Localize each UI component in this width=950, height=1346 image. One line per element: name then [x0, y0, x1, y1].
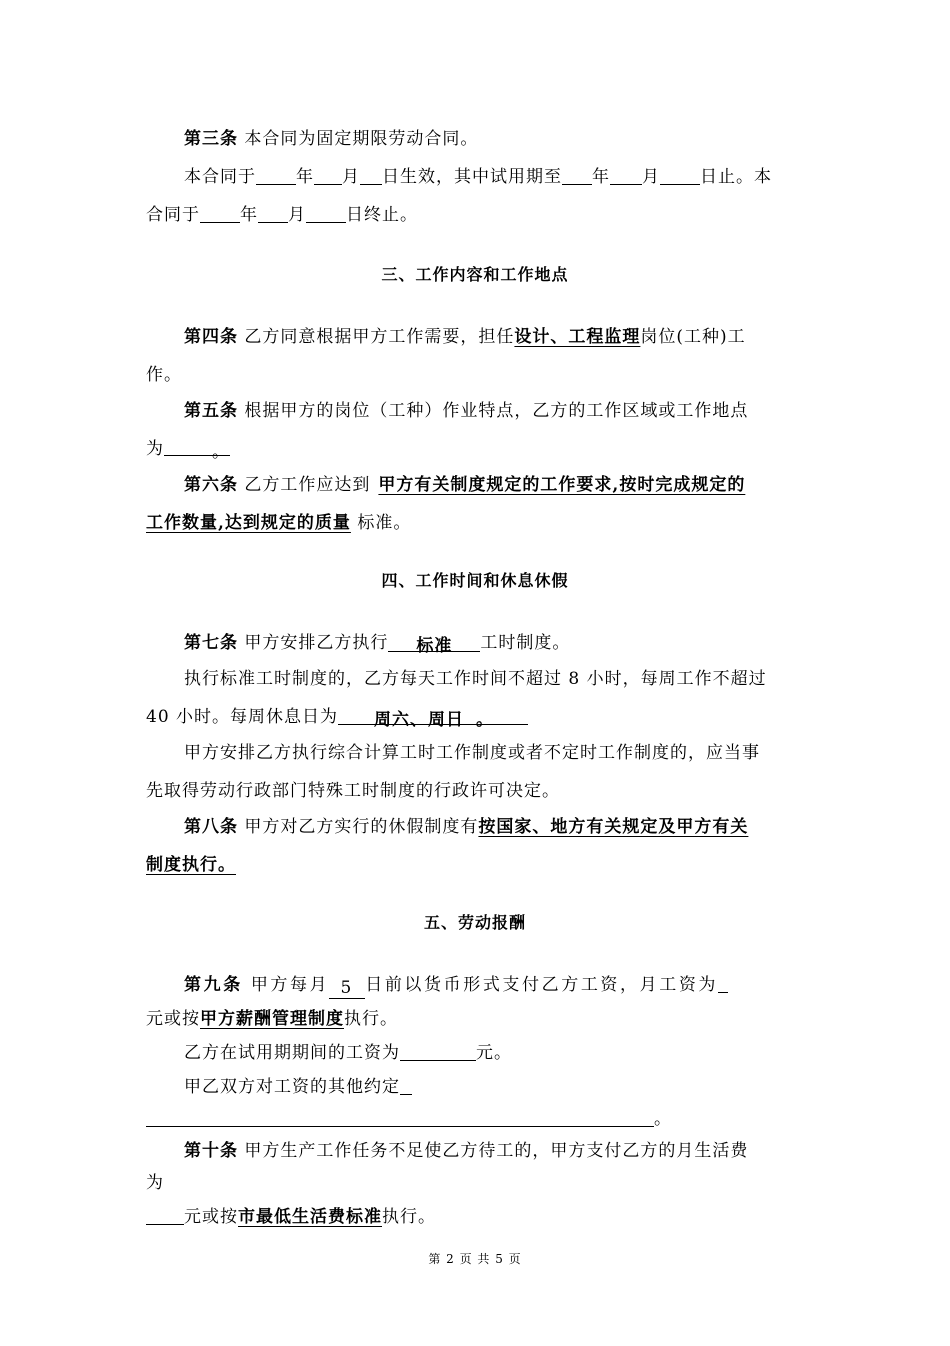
rest-days-end: 。 — [476, 710, 495, 730]
article4-title: 第四条 — [184, 327, 238, 347]
article10-standard: 市最低生活费标准 — [238, 1207, 382, 1227]
article9-other-text: 甲乙双方对工资的其他约定 — [184, 1077, 400, 1097]
terminate-year-blank — [200, 204, 240, 223]
article4-line — [184, 322, 746, 347]
article6-line — [184, 470, 745, 495]
article6-post: 标准。 — [357, 513, 412, 533]
article7-title: 第七条 — [184, 633, 238, 653]
article9-cont-post: 执行。 — [344, 1009, 398, 1029]
terminate-month-blank — [258, 204, 288, 223]
article8-line — [184, 812, 748, 837]
article3-terminate-pre: 合同于 — [146, 205, 200, 225]
article10-title: 第十条 — [184, 1141, 238, 1161]
article8-policy-2: 制度执行。 — [146, 855, 236, 875]
other-terms-line — [146, 1108, 654, 1127]
article10-text: 甲方生产工作任务不足使乙方待工的，甲方支付乙方的月生活费 — [244, 1141, 749, 1161]
article6-pre: 乙方工作应达到 — [244, 475, 371, 495]
article7-pre: 甲方安排乙方执行 — [244, 633, 389, 653]
article9-pre: 甲方每月 — [250, 975, 330, 995]
article9-cont — [146, 1004, 398, 1029]
article3-terminate-end: 日终止。 — [346, 205, 418, 225]
probation-wage-blank — [400, 1042, 476, 1061]
article3-text: 本合同为固定期限劳动合同。 — [244, 129, 479, 149]
section4-heading: 四、工作时间和休息休假 — [381, 571, 569, 590]
article7-std1: 执行标准工时制度的，乙方每天工作时间不超过 8 小时，每周工作不超过 — [184, 669, 767, 689]
article9-policy: 甲方薪酬管理制度 — [200, 1009, 344, 1029]
effective-year-blank — [256, 166, 296, 185]
article9-probation — [184, 1038, 512, 1063]
article9-cont-pre: 元或按 — [146, 1009, 200, 1029]
article9-post: 日前以货币形式支付乙方工资，月工资为 — [365, 975, 719, 995]
article9-other-line — [146, 1104, 672, 1129]
rest-days-field — [338, 705, 528, 730]
article10-line — [184, 1136, 748, 1161]
article4-post: 岗位(工种)工 — [640, 327, 746, 347]
effective-day-blank — [360, 166, 382, 185]
year-label: 年 — [592, 167, 610, 187]
article9-title: 第九条 — [184, 975, 243, 995]
living-allowance-blank — [146, 1206, 184, 1225]
article4-pre: 乙方同意根据甲方工作需要，担任 — [244, 327, 515, 347]
article7-std2 — [146, 702, 528, 730]
article3-line — [184, 124, 478, 149]
article7-line — [184, 628, 571, 656]
article8-pre: 甲方对乙方实行的休假制度有 — [244, 817, 479, 837]
article3-terminate-line — [146, 200, 418, 225]
probation-day-blank — [660, 166, 700, 185]
article9-probation-pre: 乙方在试用期期间的工资为 — [184, 1043, 400, 1063]
article7-std2-pre: 40 小时。每周休息日为 — [146, 707, 339, 727]
article6-requirement-2: 工作数量,达到规定的质量 — [146, 513, 351, 533]
month-label: 月 — [642, 167, 660, 187]
article10-line2-end: 执行。 — [382, 1207, 436, 1227]
article9-probation-post: 元。 — [476, 1043, 512, 1063]
article5-line — [184, 396, 748, 421]
article6-cont — [146, 508, 411, 533]
article3-effective-line — [184, 162, 772, 187]
article8-title: 第八条 — [184, 817, 238, 837]
article3-day-end: 日止。本 — [700, 167, 772, 187]
section3-heading: 三、工作内容和工作地点 — [381, 265, 569, 284]
probation-month-blank — [610, 166, 642, 185]
article5-cont-pre: 为 — [146, 439, 164, 459]
monthly-wage-blank — [718, 974, 728, 993]
work-hour-system: 标准 — [416, 636, 453, 656]
page-footer: 第 2 页 共 5 页 — [428, 1252, 522, 1266]
article9-other — [184, 1072, 412, 1097]
pay-day: 5 — [340, 978, 354, 998]
article6-requirement-1: 甲方有关制度规定的工作要求,按时完成规定的 — [378, 475, 746, 495]
year-label: 年 — [296, 167, 314, 187]
month-label: 月 — [342, 167, 360, 187]
section5-heading: 五、劳动报酬 — [423, 913, 526, 932]
article9-line — [184, 970, 728, 999]
effective-month-blank — [314, 166, 342, 185]
article5-title: 第五条 — [184, 401, 238, 421]
article6-title: 第六条 — [184, 475, 238, 495]
probation-year-blank — [562, 166, 592, 185]
work-location-blank — [164, 437, 230, 462]
terminate-day-blank — [306, 204, 346, 223]
article10-line2-post: 元或按 — [184, 1207, 238, 1227]
article3-title: 第三条 — [184, 129, 238, 149]
article5-text: 根据甲方的岗位（工种）作业特点，乙方的工作区域或工作地点 — [244, 401, 749, 421]
article5-period: 。 — [212, 442, 230, 462]
month-label: 月 — [288, 205, 306, 225]
article5-cont — [146, 434, 230, 462]
rest-days: 周六、周日 — [374, 710, 465, 730]
work-hour-system-field — [388, 631, 480, 656]
article9-other-end: 。 — [654, 1109, 672, 1129]
article8-cont — [146, 850, 236, 875]
article10-cont: 为 — [146, 1173, 164, 1193]
article7-other1: 甲方安排乙方执行综合计算工时工作制度或者不定时工作制度的，应当事 — [184, 743, 760, 763]
pay-day-field — [329, 978, 365, 999]
year-label: 年 — [240, 205, 258, 225]
article4-position: 设计、工程监理 — [514, 327, 641, 347]
article10-line2 — [146, 1202, 436, 1227]
article3-effective-mid: 日生效，其中试用期至 — [382, 167, 562, 187]
article7-post: 工时制度。 — [480, 633, 571, 653]
article3-effective-pre: 本合同于 — [184, 167, 256, 187]
article8-policy-1: 按国家、地方有关规定及甲方有关 — [478, 817, 749, 837]
article7-other2: 先取得劳动行政部门特殊工时制度的行政许可决定。 — [146, 781, 560, 801]
other-terms-blank — [400, 1076, 412, 1095]
article4-cont: 作。 — [146, 365, 182, 385]
